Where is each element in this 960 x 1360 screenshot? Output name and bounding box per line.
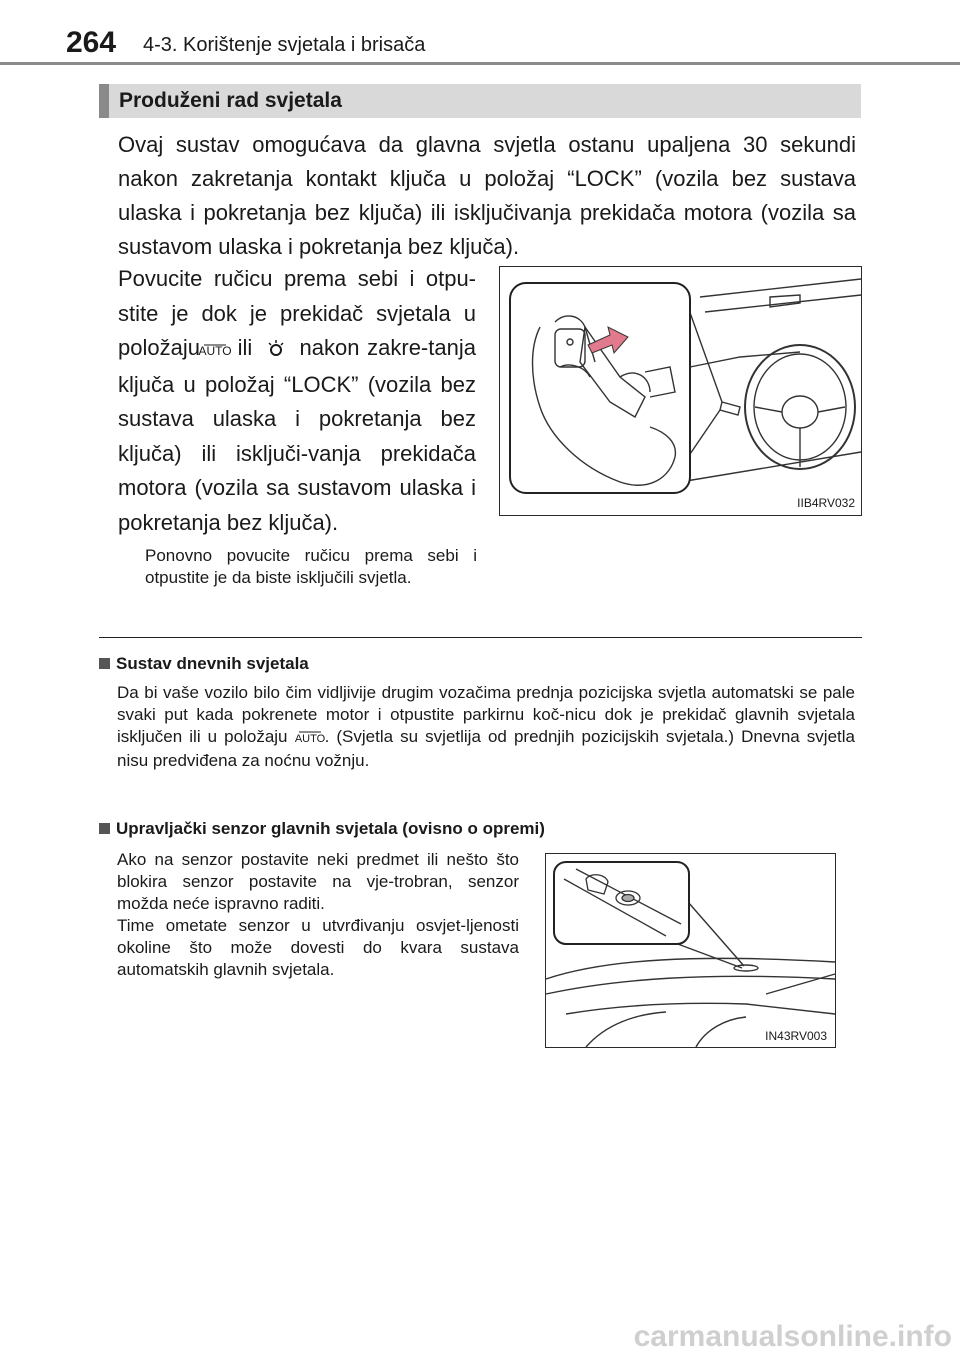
- figure-code: IIB4RV032: [797, 496, 855, 510]
- sensor-heading: Upravljački senzor glavnih svjetala (ovisno o opremi): [116, 819, 545, 838]
- instruction-paragraph: [118, 262, 476, 540]
- lever-illustration: [500, 267, 861, 515]
- note-paragraph: Ponovno povucite ručicu prema sebi i otpustite je da biste isključili svjetla.: [145, 546, 477, 587]
- instruction-part1: Povucite ručicu prema sebi i otpu-stite je dok je prekidač svjetala u položaju: [118, 266, 476, 360]
- sensor-paragraph-2: Time ometate senzor u utvrđivanju osvjet-ljenosti okoline što može dovesti do kvara sustava automatskih glavnih svjetala.: [117, 916, 519, 979]
- auto-symbol-icon: [294, 728, 325, 750]
- svg-text:AUTO: AUTO: [294, 733, 325, 745]
- section-heading-bar: [99, 84, 861, 118]
- header-divider: [0, 62, 960, 65]
- headlight-symbol-icon: [262, 333, 290, 368]
- sensor-text-block: [117, 849, 519, 981]
- figure-headlight-lever: [499, 266, 862, 516]
- sensor-paragraph-1: Ako na senzor postavite neki predmet ili nešto što blokira senzor postavite na vje-trobran, senzor možda neće ispravno raditi.: [117, 850, 519, 913]
- section-title: Produženi rad svjetala: [119, 89, 342, 112]
- drl-heading: Sustav dnevnih svjetala: [116, 654, 309, 673]
- drl-text-part2: . (Svjetla su svjetlija od prednjih pozicijskih svjetala.) Dnevna svjetla nisu predviđena za noćnu vožnju.: [117, 727, 855, 770]
- watermark: carmanualsonline.info: [633, 1320, 952, 1353]
- drl-paragraph: [117, 682, 855, 772]
- figure-code: IN43RV003: [765, 1029, 827, 1043]
- subsection-heading-sensor: [99, 818, 545, 840]
- drl-text-part1: Da bi vaše vozilo bilo čim vidljivije drugim vozačima prednja pozicijska svjetla automatski se pale svaki put kada pokrenete motor i otpustite parkirnu koč-nicu dok je prekidač glavnih svjetala isključen ili u položaju: [117, 683, 855, 746]
- instruction-part2: nakon zakre-tanja ključa u položaj “LOCK” (vozila bez sustava ulaska i pokretanja bez ključa) ili isključi-vanja prekidača motora (vozila sa sustavom ulaska i pokretanja bez ključa).: [118, 335, 476, 535]
- page-number: 264: [66, 26, 117, 59]
- figure-light-sensor: [545, 853, 836, 1048]
- sensor-illustration: [546, 854, 835, 1047]
- svg-text:AUTO: AUTO: [198, 344, 232, 358]
- intro-paragraph: Ovaj sustav omogućava da glavna svjetla ostanu upaljena 30 sekundi nakon zakretanja kontakt ključa u položaj “LOCK” (vozila bez sustava ulaska i pokretanja bez ključa) ili isključivanja prekidača motora (vozila sa sustavom ulaska i pokretanja bez ključa).: [118, 132, 856, 259]
- chapter-title: 4-3. Korištenje svjetala i brisača: [143, 34, 426, 56]
- subsection-heading-drl: [99, 653, 309, 675]
- bullet-square-icon: [99, 658, 110, 669]
- section-divider: [99, 637, 862, 638]
- bullet-square-icon: [99, 823, 110, 834]
- auto-symbol-icon: [198, 333, 232, 368]
- instruction-or: ili: [237, 335, 253, 360]
